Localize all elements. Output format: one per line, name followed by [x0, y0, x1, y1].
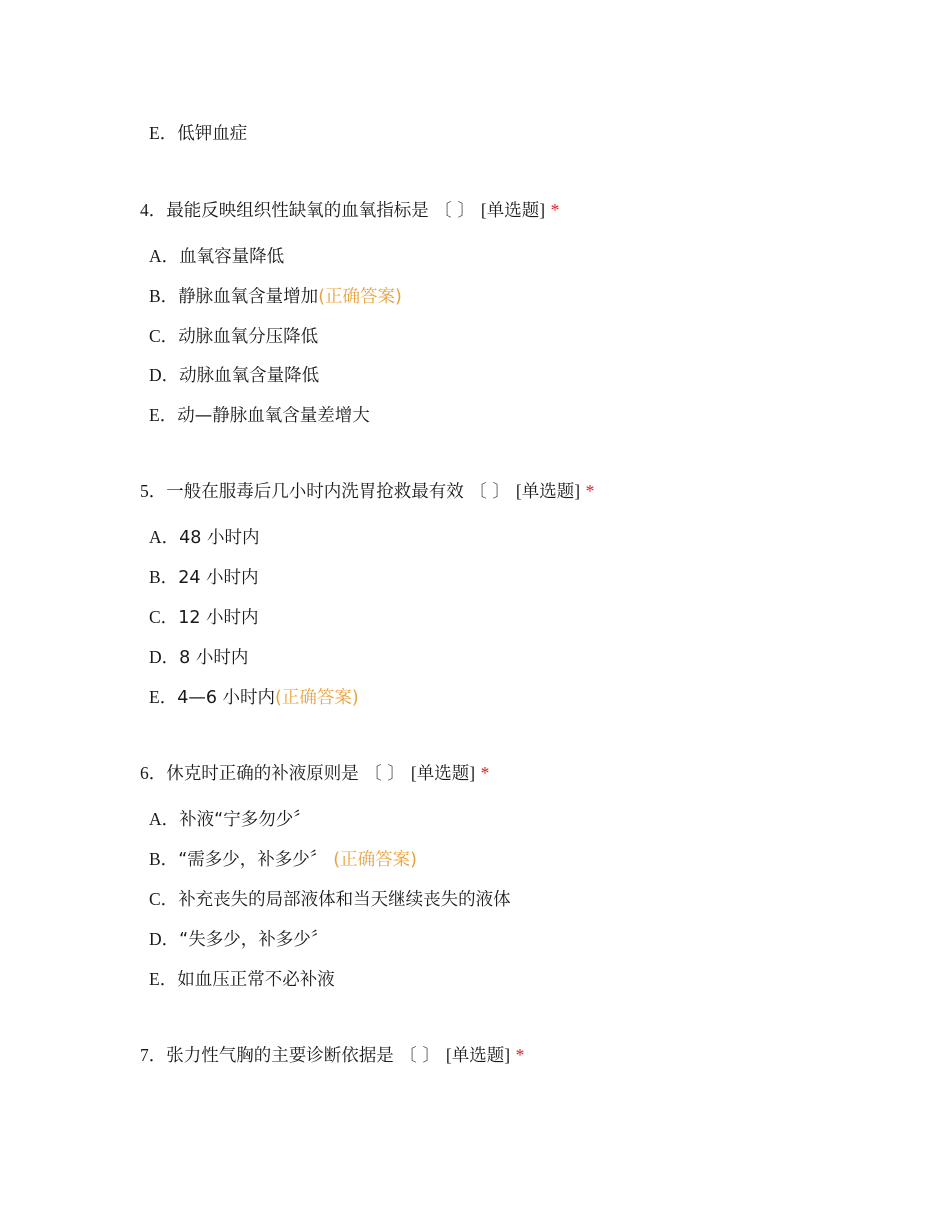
- option-text: 24 小时内: [178, 568, 259, 588]
- question-stem: 最能反映组织性缺氧的血氧指标是 〔 〕: [166, 201, 475, 221]
- question-number: 7．: [140, 1045, 167, 1065]
- correct-answer-mark: (正确答案): [318, 287, 402, 307]
- question-stem: 张力性气胸的主要诊断依据是 〔 〕: [166, 1046, 440, 1066]
- option-letter: A．: [149, 246, 180, 266]
- option-letter: A．: [149, 809, 180, 829]
- question-7: [140, 1043, 524, 1068]
- q4-option-a[interactable]: [149, 244, 284, 269]
- correct-answer-mark: (正确答案): [275, 688, 359, 708]
- required-marker: *: [550, 200, 560, 220]
- question-type: [单选题]: [480, 200, 546, 220]
- option-text: 48 小时内: [179, 528, 260, 548]
- option-text: 静脉血氧含量增加: [178, 287, 319, 307]
- question-stem: 休克时正确的补液原则是 〔 〕: [166, 764, 405, 784]
- question-type: [单选题]: [445, 1045, 511, 1065]
- q5-option-c[interactable]: [149, 605, 259, 630]
- q5-option-b[interactable]: [149, 565, 259, 590]
- option-letter: C．: [149, 889, 179, 909]
- option-text: 动脉血氧含量降低: [179, 366, 320, 386]
- required-marker: *: [515, 1045, 525, 1065]
- option-letter: B．: [149, 849, 179, 869]
- question-6: [140, 761, 489, 786]
- question-number: 5．: [140, 481, 167, 501]
- question-4: [140, 198, 559, 223]
- option-letter: D．: [149, 365, 180, 385]
- question-stem: 一般在服毒后几小时内洗胃抢救最有效 〔 〕: [166, 482, 510, 502]
- option-text: “失多少，补多少〞: [179, 930, 329, 950]
- option-e-prev: [149, 121, 247, 146]
- option-letter: B．: [149, 286, 179, 306]
- option-letter: D．: [149, 647, 180, 667]
- q6-option-d[interactable]: [149, 927, 328, 952]
- option-letter: E．: [149, 687, 178, 707]
- q6-option-b[interactable]: [149, 847, 417, 872]
- q5-option-d[interactable]: [149, 645, 248, 670]
- option-letter: A．: [149, 527, 180, 547]
- q6-option-a[interactable]: [149, 807, 311, 832]
- option-letter: C．: [149, 607, 179, 627]
- q4-option-b[interactable]: [149, 284, 402, 309]
- option-text: 动—静脉血氧含量差增大: [177, 406, 370, 426]
- option-text: 血氧容量降低: [179, 247, 285, 267]
- question-number: 4．: [140, 200, 167, 220]
- option-text: 12 小时内: [178, 608, 259, 628]
- option-text: 补充丧失的局部液体和当天继续丧失的液体: [178, 890, 511, 910]
- option-text: 如血压正常不必补液: [177, 970, 335, 990]
- correct-answer-mark: (正确答案): [333, 850, 417, 870]
- question-5: [140, 479, 594, 504]
- q5-option-e[interactable]: [149, 685, 359, 710]
- question-type: [单选题]: [410, 763, 476, 783]
- q4-option-e[interactable]: [149, 403, 370, 428]
- question-number: 6．: [140, 763, 167, 783]
- required-marker: *: [480, 763, 490, 783]
- q4-option-c[interactable]: [149, 324, 318, 349]
- option-text: 动脉血氧分压降低: [178, 327, 319, 347]
- question-type: [单选题]: [515, 481, 581, 501]
- q4-option-d[interactable]: [149, 363, 319, 388]
- option-text: 低钾血症: [177, 124, 248, 144]
- option-letter: D．: [149, 929, 180, 949]
- option-letter: B．: [149, 567, 179, 587]
- q6-option-e[interactable]: [149, 967, 335, 992]
- option-text: 4—6 小时内: [177, 688, 276, 708]
- q5-option-a[interactable]: [149, 525, 259, 550]
- option-text: 补液“宁多勿少〞: [179, 810, 311, 830]
- required-marker: *: [585, 481, 595, 501]
- option-letter: E．: [149, 969, 178, 989]
- option-letter: E．: [149, 405, 178, 425]
- option-letter: E．: [149, 123, 178, 143]
- option-letter: C．: [149, 326, 179, 346]
- q6-option-c[interactable]: [149, 887, 511, 912]
- option-text: 8 小时内: [179, 648, 249, 668]
- option-text: “需多少，补多少〞: [178, 850, 328, 870]
